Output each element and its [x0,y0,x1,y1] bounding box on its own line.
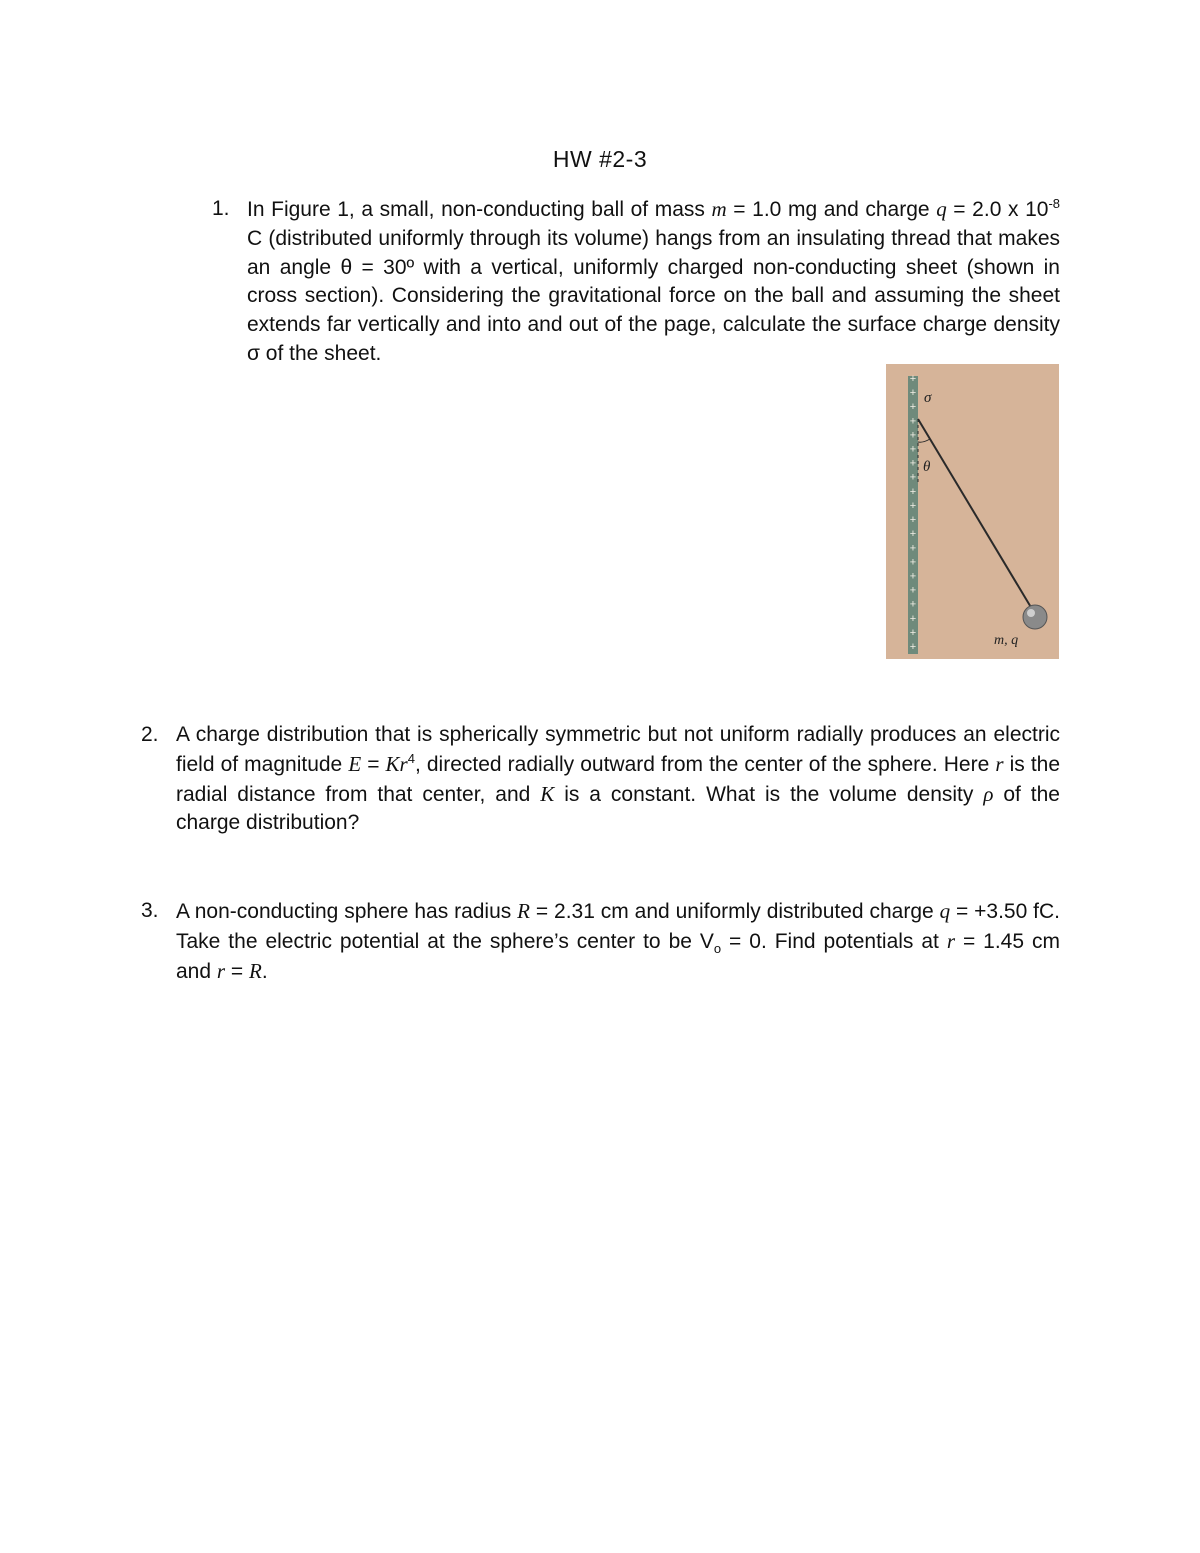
text-run: r [216,958,226,983]
text-run: E [348,751,362,776]
plus-charge: + [909,415,917,428]
plus-charge: + [909,457,917,470]
plus-charge: + [909,542,917,555]
text-run: is a constant. What is the volume density [554,782,984,806]
plus-charge: + [909,626,917,639]
text-run: -8 [1048,196,1061,211]
plus-charge: + [909,556,917,569]
problem-1 [212,195,1060,369]
plus-charge: + [909,443,917,456]
plus-charge: + [909,499,917,512]
text-run: = 0. Find potentials at [721,929,947,953]
text-run: R [517,899,530,923]
text-run: C (distributed uniformly through its volume) hangs from an insulating thread that makes an angle θ = 30º with a vertical, uniformly charged non-conducting sheet (shown in cross section). Considering the gravitational force on the ball and assuming the sheet extends far vertically and into and out of the page, calculate the surface charge density σ of the sheet. [247,226,1060,365]
problem-number: 1. [212,197,230,220]
text-run: = 2.31 cm and uniformly distributed charge [530,900,940,923]
plus-charge: + [909,612,917,625]
text-run: A charge distribution that is spherically symmetric but not uniform radially produces an electric field of magnitude [176,723,1060,776]
text-run: q [936,197,947,221]
problem-2 [141,721,1060,838]
text-run: = 2.0 x 10 [946,198,1049,221]
text-run: In Figure 1, a small, non-conducting ball of mass [247,198,712,221]
problem-3 [141,897,1060,986]
plus-charge: + [909,429,917,442]
text-run: K [540,781,555,806]
text-run: = [225,959,249,983]
text-run: m [711,197,727,221]
text-run: ρ [983,781,994,806]
plus-charge: + [909,373,917,385]
theta-label: θ [923,459,931,475]
plus-charge: + [909,485,917,498]
text-run: . [261,959,268,983]
sigma-label: σ [924,390,932,406]
problem-text [176,721,1060,838]
text-run: is the radial distance from that center, and [176,752,1061,806]
text-run: r [995,751,1004,776]
problem-number: 2. [141,723,159,746]
plus-charge: + [909,401,917,414]
plus-charge: + [909,528,917,541]
plus-charge: + [909,570,917,583]
pendulum-diagram [886,364,1059,659]
plus-charge: + [909,641,917,653]
problem-text [176,897,1060,986]
plus-charge: + [909,598,917,611]
ball-highlight [1027,609,1035,617]
text-run: , directed radially outward from the center of the sphere. Here [414,752,996,776]
page-title: HW #2-3 [552,146,648,172]
text-run: = [361,752,386,776]
ball [1023,605,1047,629]
plus-charge: + [909,514,917,527]
figure-1 [886,364,1059,659]
text-run: 4 [407,750,415,766]
text-run: R [249,958,262,983]
text-run: Kr [385,751,408,776]
plus-charge: + [909,471,917,484]
text-run: A non-conducting sphere has radius [176,900,518,923]
text-run: = 1.45 cm and [176,929,1060,983]
text-run: = +3.50 fC. Take the electric potential at the sphere’s center to be V [176,900,1060,953]
ball-label: m, q [994,633,1019,648]
text-run: o [713,940,722,956]
plus-charge: + [909,387,917,400]
text-run: r [946,928,956,953]
text-run: of the charge distribution? [176,782,1060,835]
text-run: = 1.0 mg and charge [726,198,937,221]
plus-charge: + [909,584,917,597]
text-run: q [939,899,951,923]
problem-text [247,195,1060,369]
problem-number: 3. [141,899,159,922]
